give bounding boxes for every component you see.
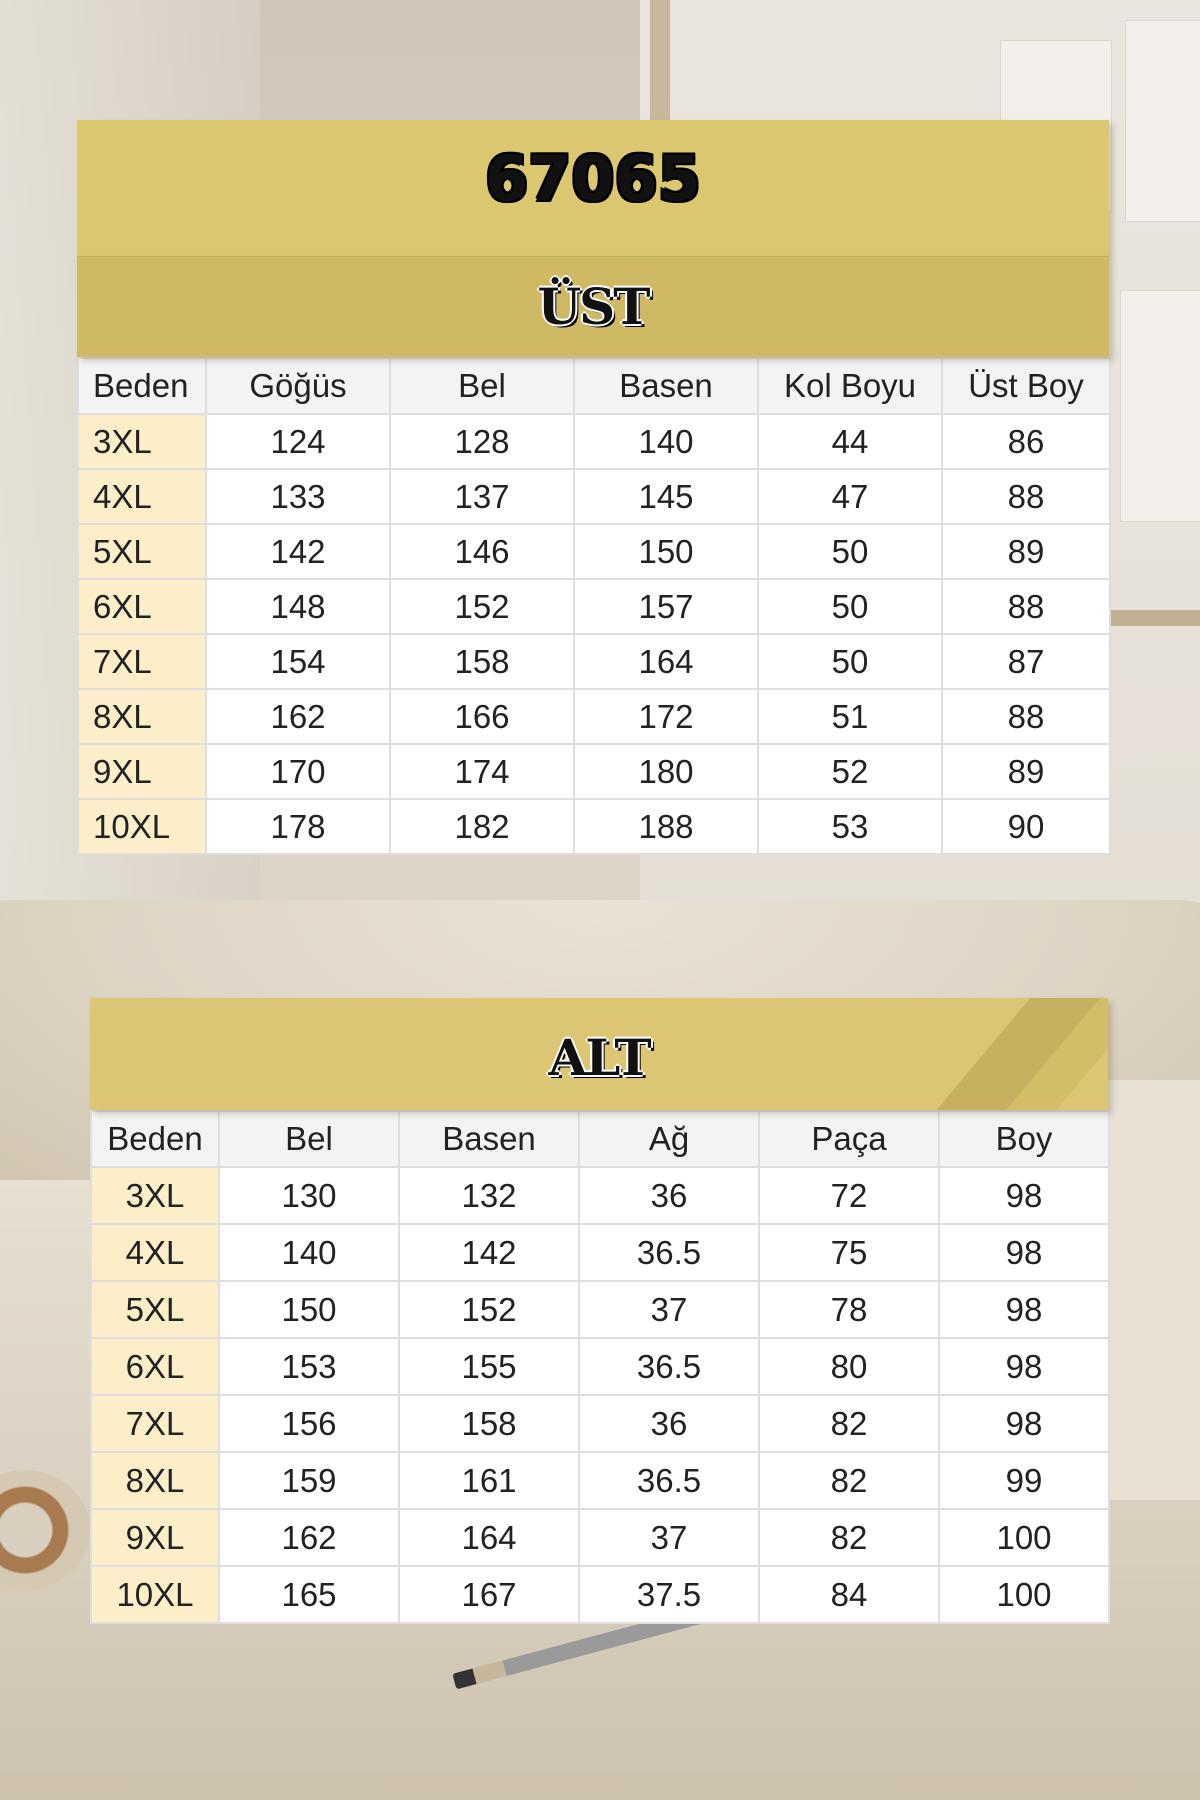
table-row: [91, 1452, 1109, 1509]
table-row: [91, 1566, 1109, 1623]
measurement-cell: 78: [759, 1281, 939, 1338]
measurement-cell: 130: [219, 1167, 399, 1224]
measurement-cell: 50: [758, 579, 942, 634]
measurement-cell: 180: [574, 744, 758, 799]
top-section-title: ÜST: [537, 277, 649, 336]
top-size-table: [77, 357, 1111, 855]
measurement-cell: 157: [574, 579, 758, 634]
column-header: Göğüs: [206, 358, 390, 414]
measurement-cell: 36.5: [579, 1452, 759, 1509]
measurement-cell: 98: [939, 1395, 1109, 1452]
measurement-cell: 128: [390, 414, 574, 469]
measurement-cell: 75: [759, 1224, 939, 1281]
measurement-cell: 166: [390, 689, 574, 744]
measurement-cell: 36: [579, 1167, 759, 1224]
measurement-cell: 98: [939, 1167, 1109, 1224]
table-row: [78, 689, 1110, 744]
table-row: [78, 414, 1110, 469]
measurement-cell: 150: [219, 1281, 399, 1338]
measurement-cell: 89: [942, 744, 1110, 799]
column-header: Beden: [91, 1111, 219, 1167]
measurement-cell: 140: [574, 414, 758, 469]
table-row: [78, 744, 1110, 799]
bottom-size-chart: [90, 998, 1108, 1624]
table-row: [91, 1395, 1109, 1452]
product-code-header: [77, 120, 1109, 256]
size-cell: 5XL: [91, 1281, 219, 1338]
table-row: [78, 524, 1110, 579]
measurement-cell: 153: [219, 1338, 399, 1395]
measurement-cell: 178: [206, 799, 390, 854]
measurement-cell: 90: [942, 799, 1110, 854]
measurement-cell: 150: [574, 524, 758, 579]
measurement-cell: 37.5: [579, 1566, 759, 1623]
column-header: Basen: [574, 358, 758, 414]
measurement-cell: 98: [939, 1224, 1109, 1281]
bottom-size-table: [90, 1110, 1110, 1624]
column-header: Boy: [939, 1111, 1109, 1167]
measurement-cell: 142: [399, 1224, 579, 1281]
measurement-cell: 164: [574, 634, 758, 689]
table-row: [78, 634, 1110, 689]
background-paper: [1125, 20, 1200, 222]
measurement-cell: 155: [399, 1338, 579, 1395]
measurement-cell: 146: [390, 524, 574, 579]
size-cell: 7XL: [78, 634, 206, 689]
measurement-cell: 98: [939, 1281, 1109, 1338]
measurement-cell: 154: [206, 634, 390, 689]
measurement-cell: 124: [206, 414, 390, 469]
size-cell: 8XL: [91, 1452, 219, 1509]
measurement-cell: 44: [758, 414, 942, 469]
size-cell: 9XL: [91, 1509, 219, 1566]
measurement-cell: 51: [758, 689, 942, 744]
measurement-cell: 132: [399, 1167, 579, 1224]
measurement-cell: 52: [758, 744, 942, 799]
measurement-cell: 82: [759, 1509, 939, 1566]
table-row: [78, 579, 1110, 634]
measurement-cell: 152: [399, 1281, 579, 1338]
measurement-cell: 98: [939, 1338, 1109, 1395]
measurement-cell: 137: [390, 469, 574, 524]
column-header: Kol Boyu: [758, 358, 942, 414]
measurement-cell: 84: [759, 1566, 939, 1623]
table-row: [91, 1509, 1109, 1566]
measurement-cell: 164: [399, 1509, 579, 1566]
column-header: Paça: [759, 1111, 939, 1167]
column-header: Üst Boy: [942, 358, 1110, 414]
table-header-row: [78, 358, 1110, 414]
measurement-cell: 36: [579, 1395, 759, 1452]
measurement-cell: 87: [942, 634, 1110, 689]
size-cell: 3XL: [78, 414, 206, 469]
measurement-cell: 99: [939, 1452, 1109, 1509]
measurement-cell: 158: [390, 634, 574, 689]
measurement-cell: 100: [939, 1509, 1109, 1566]
size-cell: 6XL: [78, 579, 206, 634]
measurement-cell: 82: [759, 1395, 939, 1452]
measurement-cell: 142: [206, 524, 390, 579]
column-header: Ağ: [579, 1111, 759, 1167]
size-cell: 8XL: [78, 689, 206, 744]
measurement-cell: 89: [942, 524, 1110, 579]
measurement-cell: 36.5: [579, 1224, 759, 1281]
measurement-cell: 82: [759, 1452, 939, 1509]
measurement-cell: 182: [390, 799, 574, 854]
measurement-cell: 88: [942, 689, 1110, 744]
measurement-cell: 36.5: [579, 1338, 759, 1395]
measurement-cell: 140: [219, 1224, 399, 1281]
measurement-cell: 174: [390, 744, 574, 799]
measurement-cell: 170: [206, 744, 390, 799]
size-cell: 5XL: [78, 524, 206, 579]
measurement-cell: 167: [399, 1566, 579, 1623]
measurement-cell: 158: [399, 1395, 579, 1452]
table-row: [91, 1224, 1109, 1281]
table-row: [91, 1167, 1109, 1224]
top-size-chart: [77, 120, 1109, 855]
measurement-cell: 162: [219, 1509, 399, 1566]
measurement-cell: 47: [758, 469, 942, 524]
measurement-cell: 50: [758, 634, 942, 689]
column-header: Bel: [219, 1111, 399, 1167]
bottom-section-header: [90, 998, 1108, 1110]
measurement-cell: 145: [574, 469, 758, 524]
size-cell: 6XL: [91, 1338, 219, 1395]
measurement-cell: 152: [390, 579, 574, 634]
measurement-cell: 172: [574, 689, 758, 744]
table-header-row: [91, 1111, 1109, 1167]
bottom-section-title: ALT: [548, 1028, 650, 1087]
measurement-cell: 148: [206, 579, 390, 634]
size-cell: 9XL: [78, 744, 206, 799]
background-paper: [1120, 290, 1200, 522]
column-header: Beden: [78, 358, 206, 414]
measurement-cell: 86: [942, 414, 1110, 469]
table-row: [91, 1338, 1109, 1395]
measurement-cell: 165: [219, 1566, 399, 1623]
measurement-cell: 159: [219, 1452, 399, 1509]
measurement-cell: 50: [758, 524, 942, 579]
measurement-cell: 53: [758, 799, 942, 854]
measurement-cell: 72: [759, 1167, 939, 1224]
size-cell: 10XL: [78, 799, 206, 854]
measurement-cell: 37: [579, 1509, 759, 1566]
size-cell: 7XL: [91, 1395, 219, 1452]
measurement-cell: 80: [759, 1338, 939, 1395]
size-cell: 3XL: [91, 1167, 219, 1224]
measurement-cell: 162: [206, 689, 390, 744]
measurement-cell: 133: [206, 469, 390, 524]
measurement-cell: 161: [399, 1452, 579, 1509]
measurement-cell: 156: [219, 1395, 399, 1452]
size-cell: 4XL: [91, 1224, 219, 1281]
measurement-cell: 88: [942, 469, 1110, 524]
product-code: 67065: [485, 142, 701, 215]
measurement-cell: 188: [574, 799, 758, 854]
measurement-cell: 100: [939, 1566, 1109, 1623]
table-row: [78, 469, 1110, 524]
column-header: Bel: [390, 358, 574, 414]
top-section-header: [77, 256, 1109, 357]
table-row: [78, 799, 1110, 854]
size-cell: 4XL: [78, 469, 206, 524]
measurement-cell: 37: [579, 1281, 759, 1338]
table-row: [91, 1281, 1109, 1338]
measurement-cell: 88: [942, 579, 1110, 634]
column-header: Basen: [399, 1111, 579, 1167]
size-cell: 10XL: [91, 1566, 219, 1623]
